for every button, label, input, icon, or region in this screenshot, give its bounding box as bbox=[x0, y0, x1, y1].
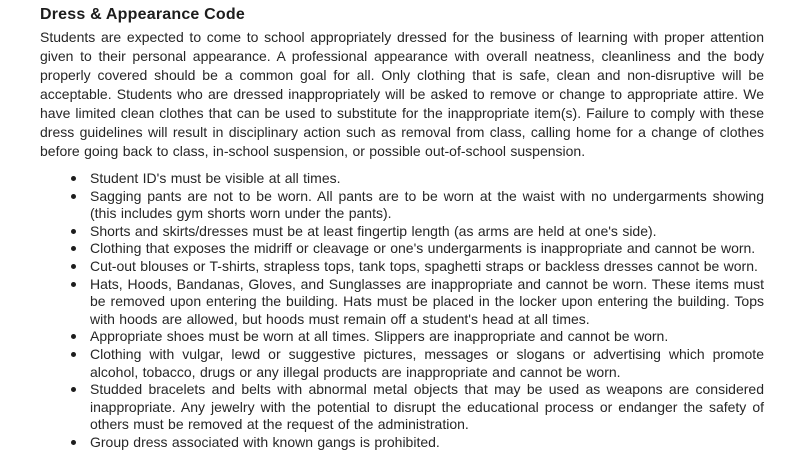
list-item-text: Studded bracelets and belts with abnormal metal objects that may be used as weapons are considered inappropriate. Any jewelry with the potential to disrupt the educational process or endanger the safety of others must be removed at the request of the administration. bbox=[90, 381, 764, 433]
list-item bbox=[70, 240, 764, 258]
list-item-text: Hats, Hoods, Bandanas, Gloves, and Sunglasses are inappropriate and cannot be worn. These items must be removed upon entering the building. Hats must be placed in the locker upon entering the building. Tops with hoods are allowed, but hoods must remain off a student's head at all times. bbox=[90, 275, 764, 327]
bullet-icon bbox=[70, 170, 90, 188]
bullet-icon bbox=[70, 276, 90, 294]
bullet-icon bbox=[70, 381, 90, 399]
list-item-text: Sagging pants are not to be worn. All pants are to be worn at the waist with no undergarments showing (this includes gym shorts worn under the pants). bbox=[90, 187, 764, 222]
list-item-text: Clothing that exposes the midriff or cleavage or one's undergarments is inappropriate and cannot be worn. bbox=[90, 240, 756, 257]
bullet-icon bbox=[70, 328, 90, 346]
intro-paragraph: Students are expected to come to school appropriately dressed for the business of learning with proper attention given to their personal appearance. A professional appearance with overall neatness, cleanliness and the body properly covered should be a common goal for all. Only clothing that is safe, clean and non-disruptive will be acceptable. Students who are dressed inappropriately will be asked to remove or change to appropriate attire. We have limited clean clothes that can be used to substitute for the inappropriate item(s). Failure to comply with these dress guidelines will result in disciplinary action such as removal from class, calling home for a change of clothes before going back to class, in-school suspension, or possible out-of-school suspension. bbox=[40, 29, 764, 159]
list-item bbox=[70, 276, 764, 329]
list-item bbox=[70, 381, 764, 434]
bullet-icon bbox=[70, 223, 90, 241]
list-item-text: Cut-out blouses or T-shirts, strapless tops, tank tops, spaghetti straps or backless dresses cannot be worn. bbox=[90, 257, 758, 274]
list-item-text: Shorts and skirts/dresses must be at least fingertip length (as arms are held at one's side). bbox=[90, 222, 657, 239]
list-item bbox=[70, 170, 764, 188]
list-item bbox=[70, 258, 764, 276]
list-item bbox=[70, 346, 764, 381]
list-item bbox=[70, 223, 764, 241]
list-item bbox=[70, 188, 764, 223]
list-item-text: Appropriate shoes must be worn at all times. Slippers are inappropriate and cannot be worn. bbox=[90, 328, 669, 345]
list-item bbox=[70, 328, 764, 346]
list-item-text: Clothing with vulgar, lewd or suggestive pictures, messages or slogans or advertising which promote alcohol, tobacco, drugs or any illegal products are inappropriate and cannot be worn. bbox=[90, 345, 764, 380]
bullet-icon bbox=[70, 240, 90, 258]
document-title: Dress & Appearance Code bbox=[40, 6, 245, 23]
bullet-icon bbox=[70, 258, 90, 276]
list-item bbox=[70, 434, 764, 450]
bullet-icon bbox=[70, 188, 90, 206]
list-item-text: Student ID's must be visible at all times. bbox=[90, 170, 341, 186]
bullet-icon bbox=[70, 434, 90, 450]
dress-code-list bbox=[40, 170, 764, 450]
list-item-text: Group dress associated with known gangs is prohibited. bbox=[90, 433, 440, 450]
bullet-icon bbox=[70, 346, 90, 364]
